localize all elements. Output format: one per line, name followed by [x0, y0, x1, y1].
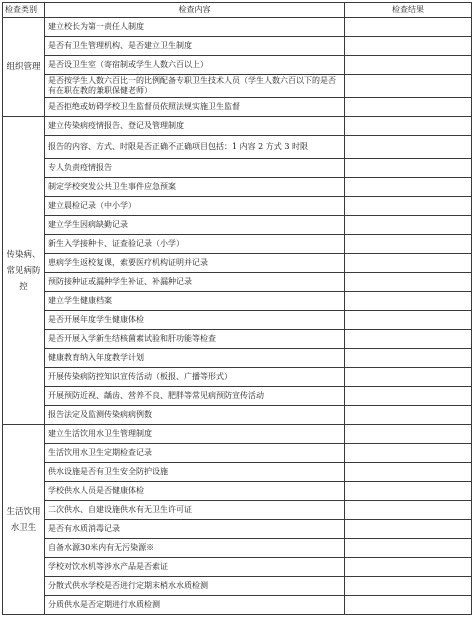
result-cell[interactable] [345, 178, 472, 197]
table-row [3, 273, 472, 292]
table-row [3, 425, 472, 444]
table-row [3, 482, 472, 501]
table-row [3, 501, 472, 520]
item-cell: 是否有卫生管理机构、是否建立卫生制度 [45, 37, 345, 56]
table-row [3, 368, 472, 387]
table-row [3, 349, 472, 368]
result-cell[interactable] [345, 425, 472, 444]
item-cell: 是否按学生人数六百比一的比例配备专职卫生技术人员（学生人数六百以下的是否有在职在教的兼职保健老师） [45, 75, 345, 98]
table-row [3, 159, 472, 178]
item-cell: 患病学生返校复课，索要医疗机构证明并记录 [45, 254, 345, 273]
result-cell[interactable] [345, 273, 472, 292]
item-cell: 开展传染病防控知识宣传活动（板报、广播等形式） [45, 368, 345, 387]
result-cell[interactable] [345, 539, 472, 558]
item-cell: 建立学生因病缺勤记录 [45, 216, 345, 235]
table-row [3, 98, 472, 117]
header-row [3, 3, 472, 18]
table-row [3, 18, 472, 37]
table-row [3, 254, 472, 273]
table-row [3, 136, 472, 159]
result-cell[interactable] [345, 159, 472, 178]
result-cell[interactable] [345, 406, 472, 425]
table-row [3, 596, 472, 615]
result-cell[interactable] [345, 577, 472, 596]
table-row [3, 520, 472, 539]
item-cell: 建立传染病疫情报告、登记及管理制度 [45, 117, 345, 136]
table-row [3, 330, 472, 349]
item-cell: 是否开展入学新生结核菌素试验和肝功能等检查 [45, 330, 345, 349]
table-row [3, 216, 472, 235]
result-cell[interactable] [345, 254, 472, 273]
item-cell: 自备水源30米内有无污染源※ [45, 539, 345, 558]
item-cell: 建立校长为第一责任人制度 [45, 18, 345, 37]
table-row [3, 178, 472, 197]
item-cell: 建立生活饮用水卫生管理制度 [45, 425, 345, 444]
result-cell[interactable] [345, 501, 472, 520]
item-cell: 分质供水是否定期进行水质检测 [45, 596, 345, 615]
item-cell: 报告法定及监测传染病病例数 [45, 406, 345, 425]
result-cell[interactable] [345, 387, 472, 406]
table-row [3, 56, 472, 75]
table-row [3, 387, 472, 406]
result-cell[interactable] [345, 482, 472, 501]
item-cell: 是否开展年度学生健康体检 [45, 311, 345, 330]
inspection-checklist [2, 2, 471, 625]
header-content: 检查内容 [45, 3, 345, 18]
table-row [3, 311, 472, 330]
category-cell: 传染病、常见病防控 [3, 117, 45, 425]
item-cell: 新生入学接种卡、证查验记录（小学） [45, 235, 345, 254]
item-cell: 预防接种证或漏种学生补证、补漏种记录 [45, 273, 345, 292]
result-cell[interactable] [345, 136, 472, 159]
result-cell[interactable] [345, 216, 472, 235]
item-cell: 生活饮用水卫生定期检查记录 [45, 444, 345, 463]
table-row [3, 558, 472, 577]
item-cell: 专人负责疫情报告 [45, 159, 345, 178]
table-row [3, 406, 472, 425]
item-cell: 是否有水质消毒记录 [45, 520, 345, 539]
result-cell[interactable] [345, 311, 472, 330]
result-cell[interactable] [345, 558, 472, 577]
result-cell[interactable] [345, 37, 472, 56]
item-cell: 二次供水、自建设施供水有无卫生许可证 [45, 501, 345, 520]
category-cell: 组织管理 [3, 18, 45, 117]
table-row [3, 539, 472, 558]
header-result: 检查结果 [345, 3, 472, 18]
item-cell: 学校对饮水机等涉水产品是否索证 [45, 558, 345, 577]
item-cell: 供水设施是否有卫生安全防护设施 [45, 463, 345, 482]
item-cell: 开展预防近视、龋齿、营养不良、肥胖等常见病预防宣传活动 [45, 387, 345, 406]
result-cell[interactable] [345, 463, 472, 482]
result-cell[interactable] [345, 349, 472, 368]
result-cell[interactable] [345, 520, 472, 539]
table-row [3, 117, 472, 136]
table-row [3, 75, 472, 98]
item-cell: 是否设卫生室（寄宿制或学生人数六百以上） [45, 56, 345, 75]
table-row [3, 37, 472, 56]
result-cell[interactable] [345, 292, 472, 311]
result-cell[interactable] [345, 18, 472, 37]
item-cell: 健康教育纳入年度教学计划 [45, 349, 345, 368]
result-cell[interactable] [345, 596, 472, 615]
result-cell[interactable] [345, 98, 472, 117]
table-row [3, 197, 472, 216]
item-cell: 建立学生健康档案 [45, 292, 345, 311]
table-row [3, 235, 472, 254]
result-cell[interactable] [345, 235, 472, 254]
table-row [3, 463, 472, 482]
item-cell: 制定学校突发公共卫生事件应急预案 [45, 178, 345, 197]
item-cell: 建立晨检记录（中小学） [45, 197, 345, 216]
item-cell: 学校供水人员是否健康体检 [45, 482, 345, 501]
result-cell[interactable] [345, 117, 472, 136]
result-cell[interactable] [345, 56, 472, 75]
result-cell[interactable] [345, 444, 472, 463]
category-cell: 生活饮用水卫生 [3, 425, 45, 615]
table-row [3, 444, 472, 463]
table-row [3, 577, 472, 596]
result-cell[interactable] [345, 197, 472, 216]
result-cell[interactable] [345, 330, 472, 349]
header-category: 检查类别 [3, 3, 45, 18]
result-cell[interactable] [345, 75, 472, 98]
checklist-table [2, 2, 472, 615]
table-row [3, 292, 472, 311]
item-cell: 是否拒绝或妨碍学校卫生监督员依照法规实施卫生监督 [45, 98, 345, 117]
result-cell[interactable] [345, 368, 472, 387]
item-cell: 报告的内容、方式、时限是否正确不正确项目包括：1 内容 2 方式 3 时限 [45, 136, 345, 159]
item-cell: 分散式供水学校是否进行定期末梢水水质检测 [45, 577, 345, 596]
